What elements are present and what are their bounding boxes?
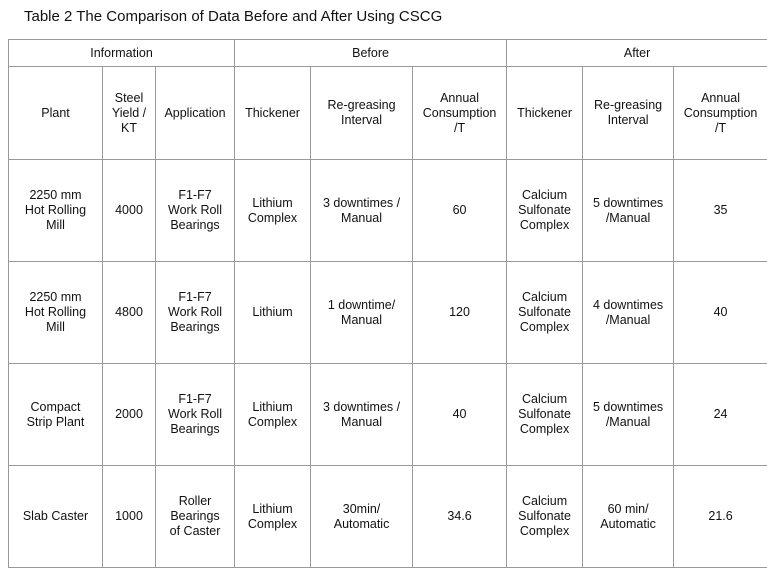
cell-after-interval: 5 downtimes /Manual [583, 160, 674, 262]
cell-application: Roller Bearings of Caster [156, 466, 235, 568]
cell-after-thickener: Calcium Sulfonate Complex [507, 160, 583, 262]
group-header-row [9, 40, 767, 67]
cell-after-consumption: 35 [674, 160, 767, 262]
cell-plant: 2250 mm Hot Rolling Mill [9, 262, 103, 364]
cell-before-thickener: Lithium Complex [235, 160, 311, 262]
header-application: Application [156, 67, 235, 160]
cell-after-consumption: 21.6 [674, 466, 767, 568]
table-caption: Table 2 The Comparison of Data Before and After Using CSCG [24, 8, 443, 25]
cell-plant: 2250 mm Hot Rolling Mill [9, 160, 103, 262]
table-row [9, 364, 767, 466]
cell-before-thickener: Lithium [235, 262, 311, 364]
cell-after-thickener: Calcium Sulfonate Complex [507, 466, 583, 568]
header-before-consumption: Annual Consumption /T [413, 67, 507, 160]
cell-before-interval: 3 downtimes / Manual [311, 160, 413, 262]
group-before: Before [235, 40, 507, 67]
cell-after-interval: 5 downtimes /Manual [583, 364, 674, 466]
table-row [9, 160, 767, 262]
cell-after-thickener: Calcium Sulfonate Complex [507, 262, 583, 364]
cell-application: F1-F7 Work Roll Bearings [156, 160, 235, 262]
header-plant: Plant [9, 67, 103, 160]
comparison-table [8, 39, 767, 568]
column-header-row [9, 67, 767, 160]
cell-before-consumption: 40 [413, 364, 507, 466]
cell-after-interval: 60 min/ Automatic [583, 466, 674, 568]
header-steel-yield: Steel Yield / KT [103, 67, 156, 160]
cell-before-consumption: 60 [413, 160, 507, 262]
cell-after-consumption: 24 [674, 364, 767, 466]
table-row [9, 262, 767, 364]
cell-before-thickener: Lithium Complex [235, 364, 311, 466]
cell-after-consumption: 40 [674, 262, 767, 364]
header-after-thickener: Thickener [507, 67, 583, 160]
cell-after-interval: 4 downtimes /Manual [583, 262, 674, 364]
header-after-consumption: Annual Consumption /T [674, 67, 767, 160]
cell-before-thickener: Lithium Complex [235, 466, 311, 568]
cell-before-interval: 1 downtime/ Manual [311, 262, 413, 364]
cell-before-consumption: 34.6 [413, 466, 507, 568]
header-after-interval: Re-greasing Interval [583, 67, 674, 160]
cell-steel-yield: 2000 [103, 364, 156, 466]
group-after: After [507, 40, 767, 67]
cell-steel-yield: 4800 [103, 262, 156, 364]
cell-application: F1-F7 Work Roll Bearings [156, 262, 235, 364]
cell-application: F1-F7 Work Roll Bearings [156, 364, 235, 466]
cell-steel-yield: 4000 [103, 160, 156, 262]
group-information: Information [9, 40, 235, 67]
cell-before-interval: 3 downtimes / Manual [311, 364, 413, 466]
table-row [9, 466, 767, 568]
cell-before-interval: 30min/ Automatic [311, 466, 413, 568]
cell-plant: Compact Strip Plant [9, 364, 103, 466]
header-before-thickener: Thickener [235, 67, 311, 160]
cell-after-thickener: Calcium Sulfonate Complex [507, 364, 583, 466]
cell-plant: Slab Caster [9, 466, 103, 568]
header-before-interval: Re-greasing Interval [311, 67, 413, 160]
cell-steel-yield: 1000 [103, 466, 156, 568]
cell-before-consumption: 120 [413, 262, 507, 364]
